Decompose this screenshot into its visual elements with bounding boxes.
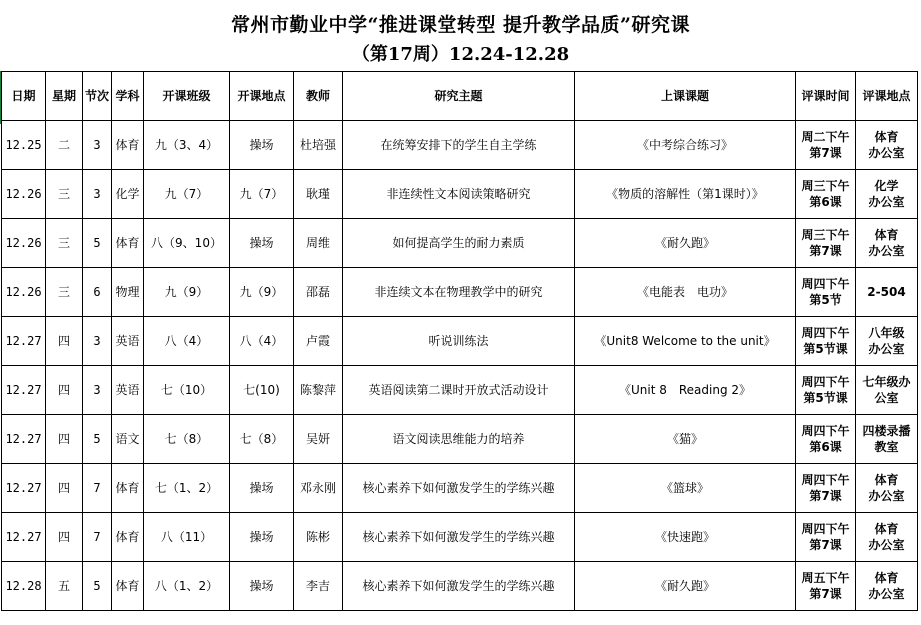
cell-date[interactable]: 12.27 xyxy=(2,366,46,415)
review-time-line: 第7课 xyxy=(809,244,842,258)
cell-teacher[interactable]: 耿瑾 xyxy=(294,170,343,219)
review-time-line: 第7课 xyxy=(809,587,842,601)
cell-review-place[interactable] xyxy=(856,268,918,317)
cell-lesson[interactable]: 《电能表 电功》 xyxy=(575,268,796,317)
review-time-line: 周五下午 xyxy=(801,571,850,585)
cell-subject[interactable]: 体育 xyxy=(112,219,144,268)
review-place-line: 办公室 xyxy=(868,244,905,258)
review-place-line: 化学 xyxy=(874,179,899,193)
review-place-line: 体育 xyxy=(874,130,899,144)
cell-theme[interactable]: 非连续文本在物理教学中的研究 xyxy=(343,268,575,317)
cell-class[interactable]: 八（4） xyxy=(144,317,230,366)
header-subject: 学科 xyxy=(112,72,144,121)
cell-location[interactable]: 操场 xyxy=(230,513,294,562)
review-time-line: 第7课 xyxy=(809,489,842,503)
cell-lesson[interactable]: 《中考综合练习》 xyxy=(575,121,796,170)
cell-weekday[interactable]: 三 xyxy=(46,219,83,268)
header-period: 节次 xyxy=(83,72,112,121)
table-body xyxy=(2,121,918,611)
header-class: 开课班级 xyxy=(144,72,230,121)
cell-lesson[interactable]: 《Unit 8 Reading 2》 xyxy=(575,366,796,415)
review-time-line: 第5节课 xyxy=(803,391,848,405)
cell-review-time[interactable] xyxy=(796,317,856,366)
cell-review-time[interactable] xyxy=(796,513,856,562)
cell-review-place[interactable] xyxy=(856,219,918,268)
review-time-line: 周四下午 xyxy=(801,473,850,487)
cell-weekday[interactable]: 四 xyxy=(46,317,83,366)
cell-subject[interactable]: 英语 xyxy=(112,317,144,366)
cell-review-place[interactable] xyxy=(856,170,918,219)
cell-class[interactable]: 八（11） xyxy=(144,513,230,562)
review-place-line: 办公室 xyxy=(868,195,905,209)
cell-teacher[interactable]: 卢霞 xyxy=(294,317,343,366)
header-location: 开课地点 xyxy=(230,72,294,121)
cell-weekday[interactable]: 四 xyxy=(46,366,83,415)
cell-review-time[interactable] xyxy=(796,464,856,513)
cell-teacher[interactable]: 邓永刚 xyxy=(294,464,343,513)
page-subtitle: （第17周）12.24-12.28 xyxy=(351,44,570,65)
table-row xyxy=(2,366,918,415)
cell-subject[interactable]: 英语 xyxy=(112,366,144,415)
cell-period[interactable]: 3 xyxy=(83,366,112,415)
cell-review-time[interactable] xyxy=(796,415,856,464)
review-time-line: 第6课 xyxy=(809,195,842,209)
cell-review-place[interactable] xyxy=(856,317,918,366)
header-row xyxy=(2,72,918,121)
cell-class[interactable]: 九（7） xyxy=(144,170,230,219)
cell-review-time[interactable] xyxy=(796,121,856,170)
cell-lesson[interactable]: 《耐久跑》 xyxy=(575,562,796,611)
table-row xyxy=(2,268,918,317)
cell-theme[interactable]: 核心素养下如何激发学生的学练兴趣 xyxy=(343,562,575,611)
table-row xyxy=(2,464,918,513)
cell-period[interactable]: 3 xyxy=(83,170,112,219)
cell-date[interactable]: 12.26 xyxy=(2,268,46,317)
cell-date[interactable]: 12.27 xyxy=(2,317,46,366)
review-place-line: 七年级办 xyxy=(862,375,911,389)
cell-theme[interactable]: 语文阅读思维能力的培养 xyxy=(343,415,575,464)
table-row xyxy=(2,513,918,562)
review-place-line: 教室 xyxy=(874,440,899,454)
cell-theme[interactable]: 非连续性文本阅读策略研究 xyxy=(343,170,575,219)
cell-weekday[interactable]: 五 xyxy=(46,562,83,611)
review-place-line: 体育 xyxy=(874,571,899,585)
review-time-line: 周四下午 xyxy=(801,277,850,291)
cell-location[interactable]: 操场 xyxy=(230,464,294,513)
cell-class[interactable]: 九（3、4） xyxy=(144,121,230,170)
cell-weekday[interactable]: 三 xyxy=(46,268,83,317)
header-weekday: 星期 xyxy=(46,72,83,121)
cell-review-place[interactable] xyxy=(856,415,918,464)
cell-theme[interactable]: 在统筹安排下的学生自主学练 xyxy=(343,121,575,170)
review-place-line: 办公室 xyxy=(868,342,905,356)
cell-subject[interactable]: 化学 xyxy=(112,170,144,219)
review-place-line: 体育 xyxy=(874,228,899,242)
table-row xyxy=(2,317,918,366)
cell-class[interactable]: 七（8） xyxy=(144,415,230,464)
cell-date[interactable]: 12.26 xyxy=(2,170,46,219)
cell-period[interactable]: 3 xyxy=(83,121,112,170)
review-time-line: 周二下午 xyxy=(801,130,850,144)
cell-subject[interactable]: 体育 xyxy=(112,562,144,611)
cell-class[interactable]: 九（9） xyxy=(144,268,230,317)
cell-review-place[interactable] xyxy=(856,464,918,513)
cell-lesson[interactable]: 《猫》 xyxy=(575,415,796,464)
review-time-line: 周四下午 xyxy=(801,424,850,438)
cell-weekday[interactable]: 二 xyxy=(46,121,83,170)
cell-class[interactable]: 七（10） xyxy=(144,366,230,415)
cell-subject[interactable]: 体育 xyxy=(112,513,144,562)
cell-teacher[interactable]: 吴妍 xyxy=(294,415,343,464)
cell-review-time[interactable] xyxy=(796,562,856,611)
review-place-line: 公室 xyxy=(874,391,899,405)
schedule-table xyxy=(1,71,918,611)
title-block xyxy=(0,0,921,70)
page-title: 常州市勤业中学“推进课堂转型 提升教学品质”研究课 xyxy=(231,14,690,36)
cell-class[interactable]: 七（1、2） xyxy=(144,464,230,513)
cell-lesson[interactable]: 《物质的溶解性（第1课时）》 xyxy=(575,170,796,219)
cell-date[interactable]: 12.27 xyxy=(2,415,46,464)
header-review-place: 评课地点 xyxy=(856,72,918,121)
header-date: 日期 xyxy=(2,72,46,121)
cell-weekday[interactable]: 四 xyxy=(46,464,83,513)
review-time-line: 第7课 xyxy=(809,538,842,552)
review-place-line: 办公室 xyxy=(868,587,905,601)
review-time-line: 第7课 xyxy=(809,146,842,160)
cell-subject[interactable]: 体育 xyxy=(112,121,144,170)
cell-review-place[interactable] xyxy=(856,121,918,170)
cell-lesson[interactable]: 《Unit8 Welcome to the unit》 xyxy=(575,317,796,366)
review-place-line: 体育 xyxy=(874,473,899,487)
cell-review-place[interactable] xyxy=(856,562,918,611)
cell-period[interactable]: 5 xyxy=(83,219,112,268)
cell-location[interactable]: 八（4） xyxy=(230,317,294,366)
cell-location[interactable]: 七(10) xyxy=(230,366,294,415)
cell-teacher[interactable]: 邵磊 xyxy=(294,268,343,317)
cell-review-place[interactable] xyxy=(856,513,918,562)
cell-review-time[interactable] xyxy=(796,268,856,317)
table-row xyxy=(2,170,918,219)
cell-subject[interactable]: 物理 xyxy=(112,268,144,317)
header-lesson: 上课课题 xyxy=(575,72,796,121)
header-review-time: 评课时间 xyxy=(796,72,856,121)
cell-period[interactable]: 3 xyxy=(83,317,112,366)
table-row xyxy=(2,415,918,464)
cell-review-place[interactable] xyxy=(856,366,918,415)
cell-theme[interactable]: 核心素养下如何激发学生的学练兴趣 xyxy=(343,513,575,562)
review-time-line: 第5节课 xyxy=(803,342,848,356)
cell-period[interactable]: 6 xyxy=(83,268,112,317)
cell-location[interactable]: 九（9） xyxy=(230,268,294,317)
cell-location[interactable]: 七（8） xyxy=(230,415,294,464)
review-time-line: 周四下午 xyxy=(801,375,850,389)
review-time-line: 周三下午 xyxy=(801,228,850,242)
cell-subject[interactable]: 语文 xyxy=(112,415,144,464)
review-place-line: 办公室 xyxy=(868,146,905,160)
cell-theme[interactable]: 听说训练法 xyxy=(343,317,575,366)
cell-lesson[interactable]: 《快速跑》 xyxy=(575,513,796,562)
cell-location[interactable]: 操场 xyxy=(230,562,294,611)
cell-period[interactable]: 7 xyxy=(83,513,112,562)
cell-teacher[interactable]: 陈彬 xyxy=(294,513,343,562)
header-theme: 研究主题 xyxy=(343,72,575,121)
review-place-line: 2-504 xyxy=(867,285,906,299)
header-teacher: 教师 xyxy=(294,72,343,121)
review-place-line: 八年级 xyxy=(868,326,905,340)
cell-teacher[interactable]: 周维 xyxy=(294,219,343,268)
review-place-line: 四楼录播 xyxy=(862,424,911,438)
cell-teacher[interactable]: 陈黎萍 xyxy=(294,366,343,415)
review-place-line: 办公室 xyxy=(868,538,905,552)
cell-teacher[interactable]: 杜培强 xyxy=(294,121,343,170)
cell-class[interactable]: 八（1、2） xyxy=(144,562,230,611)
cell-period[interactable]: 5 xyxy=(83,562,112,611)
cell-period[interactable]: 7 xyxy=(83,464,112,513)
review-time-line: 周三下午 xyxy=(801,179,850,193)
review-time-line: 第6课 xyxy=(809,440,842,454)
cell-theme[interactable]: 英语阅读第二课时开放式活动设计 xyxy=(343,366,575,415)
cell-review-time[interactable] xyxy=(796,366,856,415)
table-row xyxy=(2,121,918,170)
cell-subject[interactable]: 体育 xyxy=(112,464,144,513)
table-row xyxy=(2,562,918,611)
cell-weekday[interactable]: 四 xyxy=(46,415,83,464)
review-place-line: 办公室 xyxy=(868,489,905,503)
cell-period[interactable]: 5 xyxy=(83,415,112,464)
cell-weekday[interactable]: 三 xyxy=(46,170,83,219)
cell-theme[interactable]: 核心素养下如何激发学生的学练兴趣 xyxy=(343,464,575,513)
cell-location[interactable]: 操场 xyxy=(230,121,294,170)
cell-class[interactable]: 八（9、10） xyxy=(144,219,230,268)
cell-review-time[interactable] xyxy=(796,219,856,268)
review-time-line: 周四下午 xyxy=(801,522,850,536)
cell-theme[interactable]: 如何提高学生的耐力素质 xyxy=(343,219,575,268)
cell-date[interactable]: 12.28 xyxy=(2,562,46,611)
review-time-line: 周四下午 xyxy=(801,326,850,340)
cell-location[interactable]: 操场 xyxy=(230,219,294,268)
cell-date[interactable]: 12.27 xyxy=(2,513,46,562)
review-place-line: 体育 xyxy=(874,522,899,536)
table-row xyxy=(2,219,918,268)
cell-date[interactable]: 12.26 xyxy=(2,219,46,268)
review-time-line: 第5节 xyxy=(809,293,842,307)
cell-lesson[interactable]: 《篮球》 xyxy=(575,464,796,513)
cell-teacher[interactable]: 李吉 xyxy=(294,562,343,611)
cell-lesson[interactable]: 《耐久跑》 xyxy=(575,219,796,268)
cell-weekday[interactable]: 四 xyxy=(46,513,83,562)
cell-date[interactable]: 12.25 xyxy=(2,121,46,170)
cell-date[interactable]: 12.27 xyxy=(2,464,46,513)
cell-review-time[interactable] xyxy=(796,170,856,219)
cell-location[interactable]: 九（7） xyxy=(230,170,294,219)
